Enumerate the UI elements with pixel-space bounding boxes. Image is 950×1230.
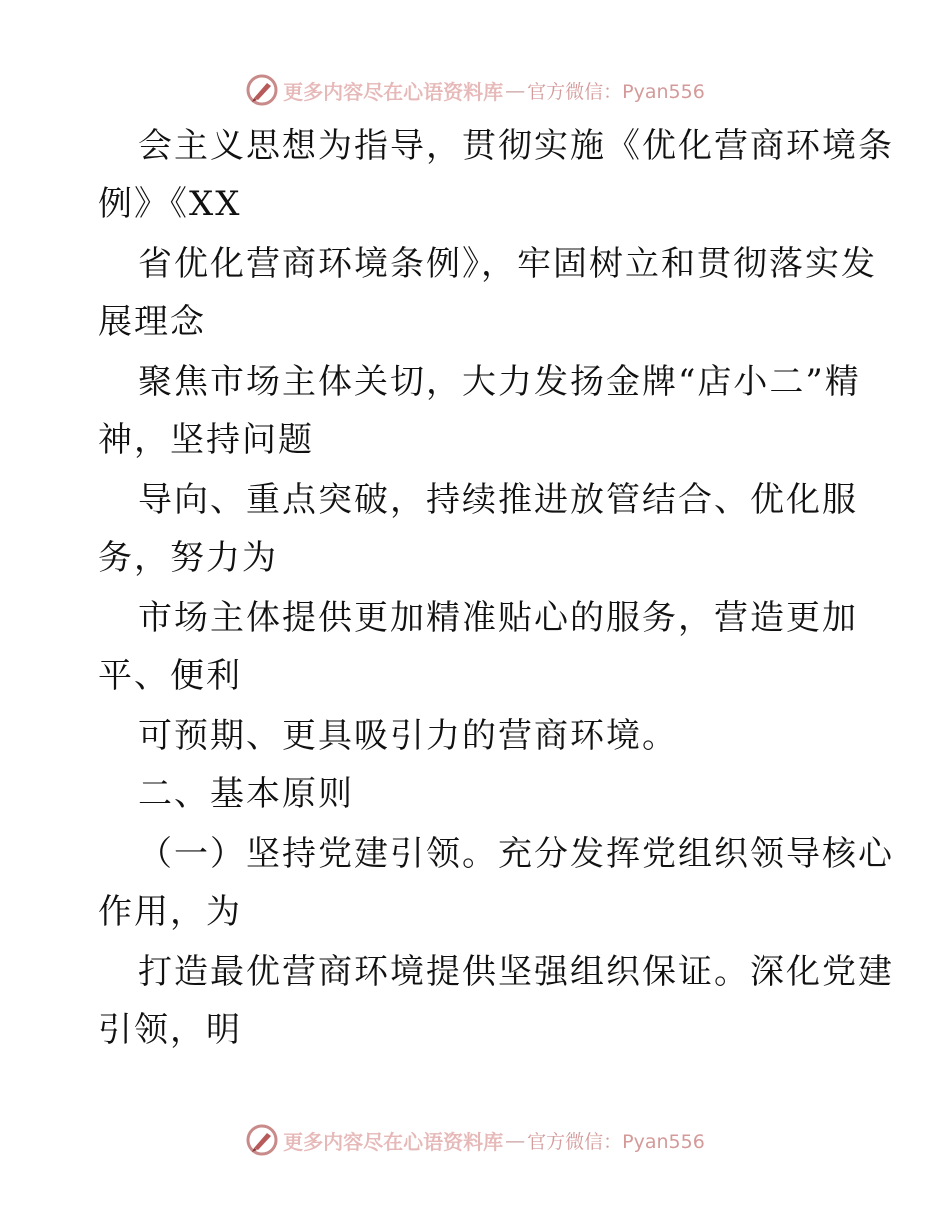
- section-heading-basic-principles: 二、基本原则: [138, 774, 354, 814]
- watermark-wechat-text: 官方微信：Pyan556: [527, 80, 705, 103]
- pen-logo-icon: [245, 1123, 279, 1157]
- paragraph-9-line-2: 引领，明: [98, 1010, 242, 1050]
- watermark-main-text: 更多内容尽在心语资料库: [283, 1129, 504, 1154]
- paragraph-5-line-1: 市场主体提供更加精准贴心的服务，营造更加: [138, 598, 858, 638]
- watermark-main-text: 更多内容尽在心语资料库: [283, 79, 504, 104]
- watermark-dash: —: [505, 1128, 526, 1152]
- paragraph-2-line-2: 展理念: [98, 302, 206, 342]
- paragraph-8-line-1: （一）坚持党建引领。充分发挥党组织领导核心: [138, 834, 894, 874]
- paragraph-2-line-1: 省优化营商环境条例》，牢固树立和贯彻落实发: [138, 244, 877, 284]
- watermark-wechat-text: 官方微信：Pyan556: [527, 1130, 705, 1153]
- paragraph-3-line-1: 聚焦市场主体关切，大力发扬金牌“店小二”精: [138, 362, 861, 402]
- footer-watermark: [0, 1120, 950, 1160]
- paragraph-9-line-1: 打造最优营商环境提供坚强组织保证。深化党建: [138, 952, 894, 992]
- paragraph-3-line-2: 神，坚持问题: [98, 420, 314, 460]
- paragraph-5-line-2: 平、便利: [98, 656, 242, 696]
- watermark-dash: —: [505, 78, 526, 102]
- paragraph-8-line-2: 作用，为: [98, 892, 242, 932]
- paragraph-4-line-1: 导向、重点突破，持续推进放管结合、优化服: [138, 480, 858, 520]
- header-watermark: [0, 70, 950, 110]
- paragraph-6-line-1: 可预期、更具吸引力的营商环境。: [138, 716, 678, 756]
- paragraph-1-line-1: 会主义思想为指导，贯彻实施《优化营商环境条: [138, 126, 894, 166]
- paragraph-1-line-2: 例》《XX: [98, 184, 242, 224]
- paragraph-4-line-2: 务，努力为: [98, 538, 278, 578]
- pen-logo-icon: [245, 73, 279, 107]
